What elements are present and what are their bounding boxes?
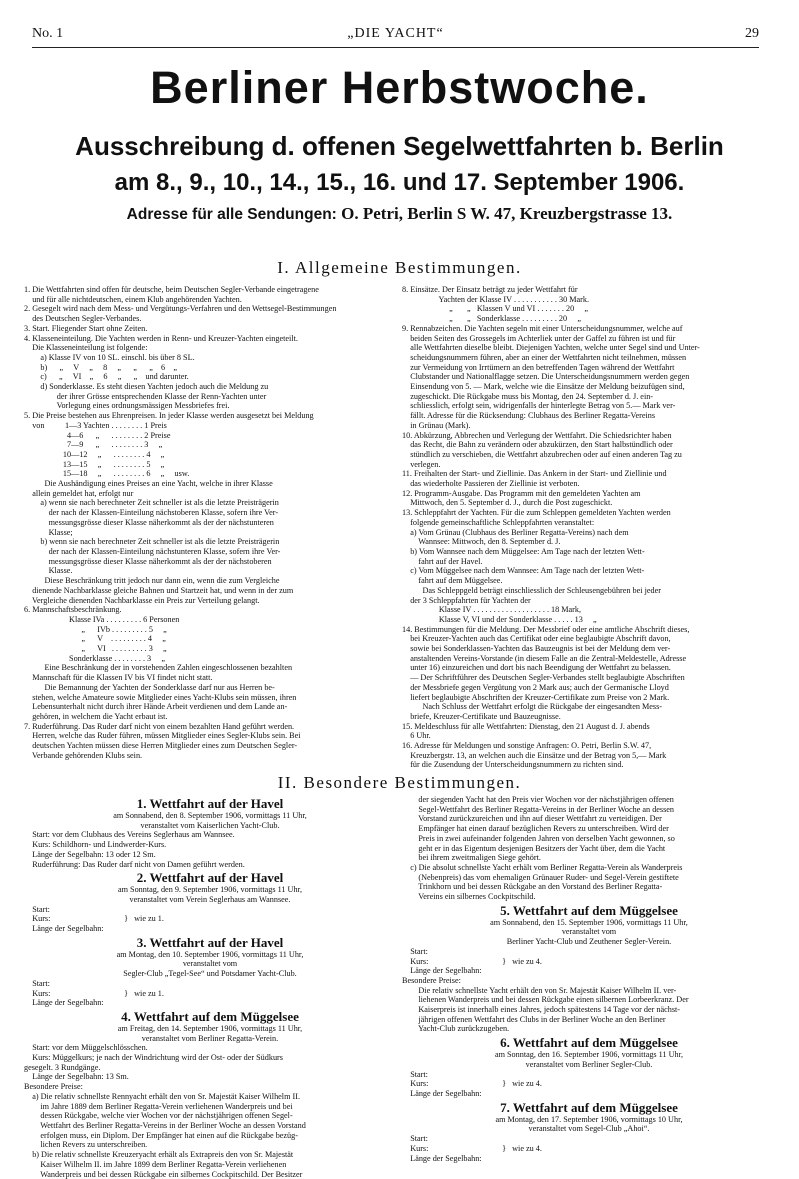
text-line: 3. Start. Fliegender Start ohne Zeiten. bbox=[24, 324, 396, 334]
text-line: c) Die absolut schnellste Yacht erhält vom Berliner Regatta-Verein als Wanderpreis bbox=[402, 863, 776, 873]
text-line: am Sonnabend, den 15. September 1906, vormittags 11 Uhr, bbox=[402, 918, 776, 928]
text-line: Kurs: Schildhorn- und Lindwerder-Kurs. bbox=[24, 840, 396, 850]
text-line: Klasse. bbox=[24, 566, 396, 576]
text-line: und für alle nichtdeutschen, einem Klub angehörenden Yachten. bbox=[24, 295, 396, 305]
subtitle: Ausschreibung d. offenen Segelwettfahrten b. Berlin bbox=[20, 130, 779, 162]
text-line: sowie bei Sonderklassen-Yachten das Bauzeugnis ist bei der Meldung dem ver- bbox=[402, 644, 776, 654]
text-line: Yachten der Klasse IV . . . . . . . . . . . 30 Mark. bbox=[402, 295, 776, 305]
race-heading: 5. Wettfahrt auf dem Müggelsee bbox=[402, 904, 776, 918]
text-line: Lebensunterhalt nicht durch ihrer Hände Arbeit verdienen und dem Lande an- bbox=[24, 702, 396, 712]
issue-number: No. 1 bbox=[32, 26, 63, 42]
race-heading: 2. Wettfahrt auf der Havel bbox=[24, 871, 396, 885]
text-line: allein gemeldet hat, erfolgt nur bbox=[24, 489, 396, 499]
text-line: d) Sonderklasse. Es steht diesen Yachten jedoch auch die Meldung zu bbox=[24, 382, 396, 392]
text-line: gehören, in welchem die Yacht erbaut ist. bbox=[24, 712, 396, 722]
text-line: messungsgrösse dieser Klasse näherkommt als der der nächstoberen bbox=[24, 557, 396, 567]
text-line: am Montag, den 10. September 1906, vormittags 11 Uhr, bbox=[24, 950, 396, 960]
text-line: deutschen Yachten müssen diese Herren Mitglieder eines zum Deutschen Segler- bbox=[24, 741, 396, 751]
text-line: das wiederholte Passieren der Ziellinie ist verboten. bbox=[402, 479, 776, 489]
text-line: bei ihrem zweitmaligen Siege gehört. bbox=[402, 853, 776, 863]
text-line: Kaiser Wilhelm II. im Jahre 1899 dem Berliner Regatta-Verein verliehenen bbox=[24, 1160, 396, 1170]
text-line: das Recht, die Bahn zu verändern oder abzukürzen, den Start halbstündlich oder bbox=[402, 440, 776, 450]
text-line: 7—9 „ . . . . . . . . 3 „ bbox=[24, 440, 396, 450]
race-heading: 3. Wettfahrt auf der Havel bbox=[24, 936, 396, 950]
text-line: gesegelt. 3 Rundgänge. bbox=[24, 1063, 396, 1073]
text-line: 7. Ruderführung. Das Ruder darf nicht von einem bezahlten Hand geführt werden. bbox=[24, 722, 396, 732]
text-line: fahrt auf dem Müggelsee. bbox=[402, 576, 776, 586]
text-line: — Der Schriftführer des Deutschen Segler-Verbandes stellt beglaubigte Abschriften bbox=[402, 673, 776, 683]
section-1-title: I. Allgemeine Bestimmungen. bbox=[20, 258, 779, 278]
text-line: b) Die relativ schnellste Kreuzeryacht erhält als Extrapreis den von Sr. Majestät bbox=[24, 1150, 396, 1160]
text-line: a) Die relativ schnellste Rennyacht erhält den von Sr. Majestät Kaiser Wilhelm II. bbox=[24, 1092, 396, 1102]
text-line: der siegenden Yacht hat den Preis vier Wochen vor der nächstjährigen offenen bbox=[402, 795, 776, 805]
text-line: der 3 Schleppfahrten für Yachten der bbox=[402, 596, 776, 606]
text-line: jährigen offenen Wettfahrt des Clubs in der Berliner Woche an den Berliner bbox=[402, 1015, 776, 1025]
text-line: 4—6 „ . . . . . . . . 2 Preise bbox=[24, 431, 396, 441]
text-line: Klasse IV . . . . . . . . . . . . . . . . . . . 18 Mark, bbox=[402, 605, 776, 615]
text-line: Länge der Segelbahn: 13 oder 12 Sm. bbox=[24, 850, 396, 860]
text-line: Preis in zwei aufeinander folgenden Jahren von derselben Yacht gewonnen, so bbox=[402, 834, 776, 844]
text-line: Wettfahrt des Berliner Regatta-Vereins in der Berliner Woche an dessen Vorstand bbox=[24, 1121, 396, 1131]
text-line: 13—15 „ . . . . . . . . 5 „ bbox=[24, 460, 396, 470]
text-line: veranstaltet vom Segel-Club „Ahoi“. bbox=[402, 1124, 776, 1134]
text-line: des Deutschen Segler-Verbandes. bbox=[24, 314, 396, 324]
text-line: 13. Schleppfahrt der Yachten. Für die zum Schleppen gemeldeten Yachten werden bbox=[402, 508, 776, 518]
text-line: der Messbriefe gegen Vergütung von 2 Mark aus; auch der Germanische Lloyd bbox=[402, 683, 776, 693]
text-line: messungsgrösse dieser Klasse näherkommt als der der nächstunteren bbox=[24, 518, 396, 528]
text-line: der ihrer Grösse entsprechenden Klasse der Renn-Yachten unter bbox=[24, 392, 396, 402]
text-line: Trinkhorn und bei dessen Rückgabe an den Vorstand des Berliner Regatta- bbox=[402, 882, 776, 892]
text-line: Kaiserpreis ist innerhalb eines Jahres, jedoch spätestens 14 Tage vor der nächst- bbox=[402, 1005, 776, 1015]
text-line: am Sonntag, den 9. September 1906, vormittags 11 Uhr, bbox=[24, 885, 396, 895]
section-1-right-column bbox=[402, 285, 776, 775]
text-line: schliesslich, erfolgt sein, widrigenfalls der hinterlegte Betrag von 5.— Mark ver- bbox=[402, 401, 776, 411]
text-line: zur Vermeidung von Irrtümern an den betreffenden Tagen während der Wettfahrt bbox=[402, 363, 776, 373]
text-line: „ V . . . . . . . . . 4 „ bbox=[24, 634, 396, 644]
text-line: Kurs: } wie zu 4. bbox=[402, 1079, 776, 1089]
text-line: Die Aushändigung eines Preises an eine Yacht, welche in ihrer Klasse bbox=[24, 479, 396, 489]
text-line: a) wenn sie nach berechneter Zeit schneller ist als die letzte Preisträgerin bbox=[24, 498, 396, 508]
race-heading: 4. Wettfahrt auf dem Müggelsee bbox=[24, 1010, 396, 1024]
race-heading: 6. Wettfahrt auf dem Müggelsee bbox=[402, 1036, 776, 1050]
text-line: Das Schleppgeld beträgt einschliesslich der Schleusengebühren bei jeder bbox=[402, 586, 776, 596]
text-line: veranstaltet vom Verein Seglerhaus am Wannsee. bbox=[24, 895, 396, 905]
text-line: b) wenn sie nach berechneter Zeit schneller ist als die letzte Preisträgerin bbox=[24, 537, 396, 547]
text-line: 6. Mannschaftsbeschränkung. bbox=[24, 605, 396, 615]
address-label: Adresse für alle Sendungen: bbox=[127, 206, 337, 223]
text-line: veranstaltet vom Kaiserlichen Yacht-Club. bbox=[24, 821, 396, 831]
magazine-name: „DIE YACHT“ bbox=[32, 26, 759, 42]
text-line: dienende Nachbarklasse gleiche Bahnen und Startzeit hat, und wenn in der zum bbox=[24, 586, 396, 596]
text-line: Verbande gehörenden Klubs sein. bbox=[24, 751, 396, 761]
text-line: der nach der Klassen-Einteilung nächstunteren Klasse, sofern ihre Ver- bbox=[24, 547, 396, 557]
text-line: am Freitag, den 14. September 1906, vormittags 11 Uhr, bbox=[24, 1024, 396, 1034]
text-line: Klasse V, VI und der Sonderklasse . . . . . 13 „ bbox=[402, 615, 776, 625]
text-line: Wannsee: Mittwoch, den 8. September d. J. bbox=[402, 537, 776, 547]
text-line: 2. Gesegelt wird nach dem Mess- und Vergütungs-Verfahren und den Wettsegel-Bestimmungen bbox=[24, 304, 396, 314]
text-line: Start: vor dem Müggelschlösschen. bbox=[24, 1043, 396, 1053]
address-value: O. Petri, Berlin S W. 47, Kreuzbergstrasse 13. bbox=[341, 204, 672, 223]
text-line: veranstaltet vom Berliner Regatta-Verein. bbox=[24, 1034, 396, 1044]
text-line: Die relativ schnellste Yacht erhält den von Sr. Majestät Kaiser Wilhelm II. ver- bbox=[402, 986, 776, 996]
text-line: Kurs: Müggelkurs; je nach der Windrichtung wird der Ost- oder der Südkurs bbox=[24, 1053, 396, 1063]
text-line: erfolgen muss, ein Diplom. Der Empfänger hat einen auf die Rückgabe bezüg- bbox=[24, 1131, 396, 1141]
header-rule bbox=[32, 47, 759, 48]
text-line: alle Wettfahrten dieselbe bleibt. Diejenigen Yachten, welche unter Segel sind und Unter- bbox=[402, 343, 776, 353]
address-line bbox=[20, 203, 779, 226]
text-line: (Nebenpreis) das vom ehemaligen Grünauer Ruder- und Segel-Verein gestiftete bbox=[402, 873, 776, 883]
text-line: 16. Adresse für Meldungen und sonstige Anfragen: O. Petri, Berlin S.W. 47, bbox=[402, 741, 776, 751]
text-line: Länge der Segelbahn: bbox=[402, 1089, 776, 1099]
text-line: beiden Seiten des Grossegels im Achterliek unter der Gaffel zu führen ist und für bbox=[402, 334, 776, 344]
text-line: Vereins ein silbernes Cockpitschild. bbox=[402, 892, 776, 902]
section-1-left-column bbox=[24, 285, 396, 775]
text-line: am Montag, den 17. September 1906, vormittags 10 Uhr, bbox=[402, 1115, 776, 1125]
text-line: Länge der Segelbahn: bbox=[24, 998, 396, 1008]
text-line: 8. Einsätze. Der Einsatz beträgt zu jeder Wettfahrt für bbox=[402, 285, 776, 295]
text-line: veranstaltet vom Berliner Segler-Club. bbox=[402, 1060, 776, 1070]
text-line: Kurs: } wie zu 1. bbox=[24, 914, 396, 924]
section-2-right-column bbox=[402, 795, 776, 1130]
text-line: Empfänger hat einen darauf bezüglichen Revers zu unterschreiben. Wird der bbox=[402, 824, 776, 834]
text-line: folgende gemeinschaftliche Schleppfahrten veranstaltet: bbox=[402, 518, 776, 528]
text-line: zugeschickt. Die Rückgabe muss bis Montag, den 24. September d. J. ein- bbox=[402, 392, 776, 402]
dates-line: am 8., 9., 10., 14., 15., 16. und 17. September 1906. bbox=[20, 168, 779, 198]
text-line: Nach Schluss der Wettfahrt erfolgt die Rückgabe der eingesandten Mess- bbox=[402, 702, 776, 712]
text-line: 14. Bestimmungen für die Meldung. Der Messbrief oder eine amtliche Abschrift dieses, bbox=[402, 625, 776, 635]
text-line: 15. Meldeschluss für alle Wettfahrten: Dienstag, den 21 August d. J. abends bbox=[402, 722, 776, 732]
text-line: Klasse IVa . . . . . . . . . 6 Personen bbox=[24, 615, 396, 625]
text-line: Yacht-Club zurückzugeben. bbox=[402, 1024, 776, 1034]
text-line: 10—12 „ . . . . . . . . 4 „ bbox=[24, 450, 396, 460]
text-line: am Sonntag, den 16. September 1906, vormittags 11 Uhr, bbox=[402, 1050, 776, 1060]
text-line: Vorlegung eines ordnungsmässigen Messbriefes frei. bbox=[24, 401, 396, 411]
text-line: b) Vom Wannsee nach dem Müggelsee: Am Tage nach der letzten Wett- bbox=[402, 547, 776, 557]
text-line: stehen, welche Amateure sowie Mitglieder eines Yacht-Klubs sein müssen, ihren bbox=[24, 693, 396, 703]
text-line: „ „ Sonderklasse . . . . . . . . . 20 „ bbox=[402, 314, 776, 324]
text-line: c) Vom Müggelsee nach dem Wannsee: Am Tage nach der letzten Wett- bbox=[402, 566, 776, 576]
section-2-left-column bbox=[24, 795, 396, 1130]
text-line: briefe, Kreuzer-Certifikate und Bauzeugnisse. bbox=[402, 712, 776, 722]
text-line: veranstaltet vom bbox=[24, 959, 396, 969]
text-line: Länge der Segelbahn: 13 Sm. bbox=[24, 1072, 396, 1082]
page-number: 29 bbox=[745, 26, 759, 42]
text-line: 4. Klasseneinteilung. Die Yachten werden in Renn- und Kreuzer-Yachten eingeteilt. bbox=[24, 334, 396, 344]
text-line: Segler-Club „Tegel-See“ und Potsdamer Yacht-Club. bbox=[24, 969, 396, 979]
text-line: Start: bbox=[402, 947, 776, 957]
text-line: Start: bbox=[24, 905, 396, 915]
text-line: fahrt auf der Havel. bbox=[402, 557, 776, 567]
text-line: von 1—3 Yachten . . . . . . . . 1 Preis bbox=[24, 421, 396, 431]
text-line: Länge der Segelbahn: bbox=[402, 966, 776, 976]
text-line: a) Klasse IV von 10 SL. einschl. bis über 8 SL. bbox=[24, 353, 396, 363]
race-heading: 7. Wettfahrt auf dem Müggelsee bbox=[402, 1101, 776, 1115]
text-line: Mannschaft für die Klassen IV bis VI findet nicht statt. bbox=[24, 673, 396, 683]
text-line: Besondere Preise: bbox=[402, 976, 776, 986]
text-line: liefert beglaubigte Abschriften der Kreuzer-Certifikate zum Preise von 2 Mark. bbox=[402, 693, 776, 703]
text-line: 9. Rennabzeichen. Die Yachten segeln mit einer Unterscheidungsnummer, welche auf bbox=[402, 324, 776, 334]
text-line: anstaltenden Vereins-Vorstande (in diesem Falle an die Zentral-Meldestelle, Adresse bbox=[402, 654, 776, 664]
text-line: Diese Beschränkung tritt jedoch nur dann ein, wenn die zum Vergleiche bbox=[24, 576, 396, 586]
text-line: „ VI . . . . . . . . . 3 „ bbox=[24, 644, 396, 654]
text-line: Sonderklasse . . . . . . . . 3 „ bbox=[24, 654, 396, 664]
text-line: Die Klasseneinteilung ist folgende: bbox=[24, 343, 396, 353]
text-line: Vorstand zurückzureichen und ihn auf dieser Wettfahrt zu verteidigen. Der bbox=[402, 814, 776, 824]
running-header bbox=[32, 26, 759, 46]
text-line: 6 Uhr. bbox=[402, 731, 776, 741]
text-line: Clubstander und Nationalflagge setzen. Die Unterscheidungsnummern werden gegen bbox=[402, 372, 776, 382]
text-line: Mittwoch, den 5. September d. J., durch die Post zugeschickt. bbox=[402, 498, 776, 508]
text-line: für die Zusendung der Unterscheidungsnummern zu richten sind. bbox=[402, 760, 776, 770]
text-line: Die Bemannung der Yachten der Sonderklasse darf nur aus Herren be- bbox=[24, 683, 396, 693]
text-line: Kreuzbergstr. 13, an welchen auch die Einsätze und der Betrag von 5,— Mark bbox=[402, 751, 776, 761]
text-line: geht er in das Eigentum desjenigen Besitzers der Yacht über, dem die Yacht bbox=[402, 844, 776, 854]
text-line: Länge der Segelbahn: bbox=[24, 924, 396, 934]
text-line: Länge der Segelbahn: bbox=[402, 1154, 776, 1164]
text-line: Start: bbox=[24, 979, 396, 989]
text-line: 15—18 „ . . . . . . . . 6 „ usw. bbox=[24, 469, 396, 479]
text-line: Einsendung von 5. — Mark, welche wie die Einsätze der Meldung beizufügen sind, bbox=[402, 382, 776, 392]
text-line: 11. Freihalten der Start- und Ziellinie. Das Ankern in der Start- und Ziellinie und bbox=[402, 469, 776, 479]
text-line: b) „ V „ 8 „ „ „ 6 „ bbox=[24, 363, 396, 373]
text-line: Berliner Yacht-Club und Zeuthener Segler-Verein. bbox=[402, 937, 776, 947]
text-line: a) Vom Grünau (Clubhaus des Berliner Regatta-Vereins) nach dem bbox=[402, 528, 776, 538]
text-line: unter 16) einzureichen und dort bis nach Beendigung der Wettfahrt zu belassen. bbox=[402, 663, 776, 673]
text-line: Start: bbox=[402, 1134, 776, 1144]
text-line: Start: vor dem Clubhaus des Vereins Seglerhaus am Wannsee. bbox=[24, 830, 396, 840]
text-line: Eine Beschränkung der in vorstehenden Zahlen eingeschlossenen bezahlten bbox=[24, 663, 396, 673]
text-line: bei Kreuzer-Yachten auch das Certifikat oder eine beglaubigte Abschrift davon, bbox=[402, 634, 776, 644]
text-line: am Sonnabend, den 8. September 1906, vormittags 11 Uhr, bbox=[24, 811, 396, 821]
section-2-title: II. Besondere Bestimmungen. bbox=[20, 773, 779, 793]
text-line: Klasse; bbox=[24, 528, 396, 538]
text-line: Vergleiche dienenden Nachbarklasse ein Preis zur Verteilung gelangt. bbox=[24, 596, 396, 606]
text-line: Besondere Preise: bbox=[24, 1082, 396, 1092]
text-line: Segel-Wettfahrt des Berliner Regatta-Vereins in der Berliner Woche an dessen bbox=[402, 805, 776, 815]
text-line: c) „ VI „ 6 „ „ und darunter. bbox=[24, 372, 396, 382]
text-line: Wanderpreis und bei dessen Rückgabe ein silbernes Cockpitschild. Der Besitzer bbox=[24, 1170, 396, 1179]
text-line: Kurs: } wie zu 1. bbox=[24, 989, 396, 999]
text-line: Herren, welche das Ruder führen, müssen Mitglieder eines Segler-Klubs sein. Bei bbox=[24, 731, 396, 741]
text-line: stündlich zu verschieben, die Wettfahrt abzubrechen oder auf einen anderen Tag zu bbox=[402, 450, 776, 460]
text-line: im Jahre 1889 dem Berliner Regatta-Verein verliehenen Wanderpreis und bei bbox=[24, 1102, 396, 1112]
text-line: lichen Revers zu unterschreiben. bbox=[24, 1140, 396, 1150]
text-line: dessen Rückgabe, welche vier Wochen vor der nächstjährigen offenen Segel- bbox=[24, 1111, 396, 1121]
text-line: „ „ Klassen V und VI . . . . . . . 20 „ bbox=[402, 304, 776, 314]
text-line: in Grünau (Mark). bbox=[402, 421, 776, 431]
text-line: liehenen Wanderpreis und bei dessen Rückgabe einen silbernen Lorbeerkranz. Der bbox=[402, 995, 776, 1005]
text-line: fällt. Adresse für die Rücksendung: Clubhaus des Berliner Regatta-Vereins bbox=[402, 411, 776, 421]
text-line: veranstaltet vom bbox=[402, 927, 776, 937]
text-line: Kurs: } wie zu 4. bbox=[402, 957, 776, 967]
text-line: 12. Programm-Ausgabe. Das Programm mit den gemeldeten Yachten am bbox=[402, 489, 776, 499]
text-line: Kurs: } wie zu 4. bbox=[402, 1144, 776, 1154]
text-line: verlegen. bbox=[402, 460, 776, 470]
text-line: 1. Die Wettfahrten sind offen für deutsche, beim Deutschen Segler-Verbande eingetragene bbox=[24, 285, 396, 295]
text-line: scheidungsnummern führen, aber an einer der Wettfahrten nicht teilnehmen, müssen bbox=[402, 353, 776, 363]
text-line: Start: bbox=[402, 1070, 776, 1080]
page-title: Berliner Herbstwoche. bbox=[20, 62, 779, 114]
race-heading: 1. Wettfahrt auf der Havel bbox=[24, 797, 396, 811]
text-line: Ruderführung: Das Ruder darf nicht von Damen geführt werden. bbox=[24, 860, 396, 870]
text-line: der nach der Klassen-Einteilung nächstoberen Klasse, sofern ihre Ver- bbox=[24, 508, 396, 518]
text-line: 5. Die Preise bestehen aus Ehrenpreisen. In jeder Klasse werden ausgesetzt bei Meldung bbox=[24, 411, 396, 421]
text-line: „ IVb . . . . . . . . . 5 „ bbox=[24, 625, 396, 635]
text-line: 10. Abkürzung, Abbrechen und Verlegung der Wettfahrt. Die Schiedsrichter haben bbox=[402, 431, 776, 441]
